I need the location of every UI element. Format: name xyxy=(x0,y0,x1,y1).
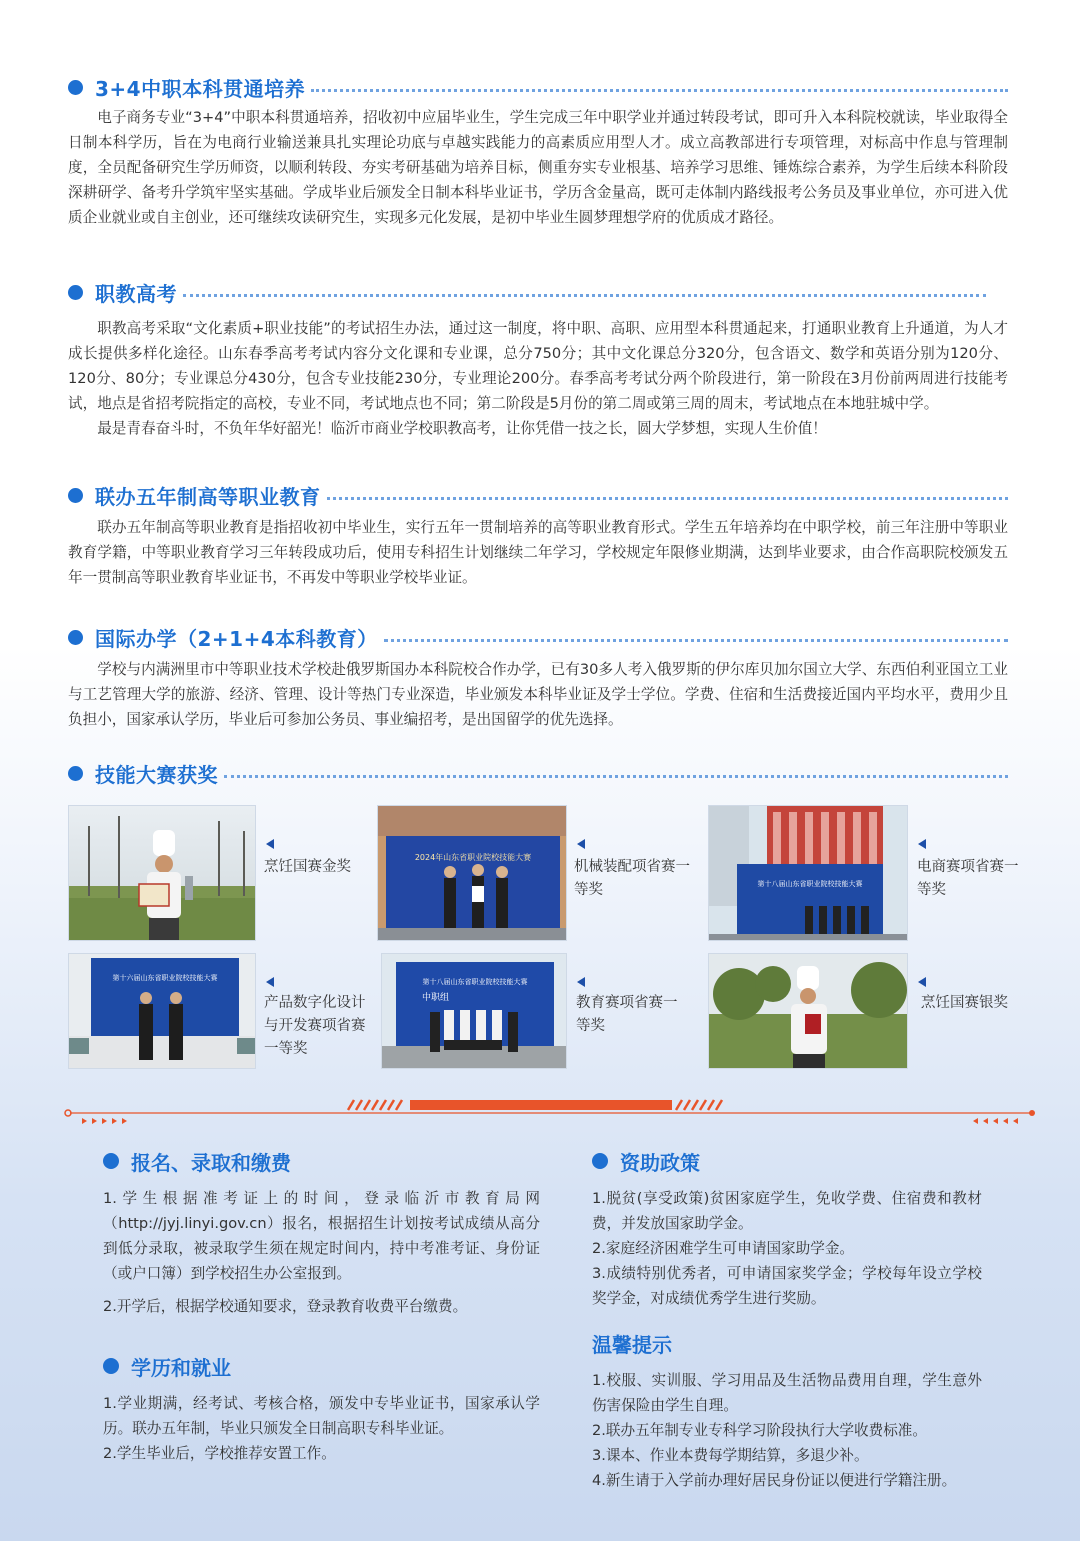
section-body: 电子商务专业“3+4”中职本科贯通培养，招收初中应届毕业生，学生完成三年中职学业并通过转段考试，即可升入本科院校就读，毕业取得全日制本科学历，旨在为电商行业输送兼具扎实理论功底与卓越实践能力的高素质应用型人才。成立高教部进行专项管理，对标高中作息与管理制度，全员配备研究生学历师资，以顺利转段、夯实考研基础为培养目标，侧重夯实专业根基、培养学习思维、锤炼综合素养，为学生后续本科阶段深耕研学、备考升学筑牢坚实基础。学成毕业后颁发全日制本科毕业证书，学历含金量高，既可走体制内路线报考公务员及事业单位，亦可进入优质企业就业或自主创业，还可继续攻读研究生，实现多元化发展，是初中毕业生圆梦理想学府的优质成才路径。 xyxy=(68,109,1008,226)
award-caption: 烹饪国赛金奖 xyxy=(264,859,351,875)
list-item: 2.学生毕业后，学校推荐安置工作。 xyxy=(103,1445,336,1462)
award-caption: 烹饪国赛银奖 xyxy=(921,995,1008,1011)
section-title: 国际办学（2+1+4本科教育） xyxy=(95,626,378,651)
award-photo-cooking-gold xyxy=(68,805,256,941)
list-item: 1.学业期满，经考试、考核合格，颁发中专毕业证书，国家承认学历。联办五年制，毕业只颁发全日制高职专科毕业证。 xyxy=(103,1395,540,1437)
section-header xyxy=(68,622,1008,652)
pointer-arrow-icon xyxy=(577,839,585,849)
award-caption: 教育赛项省赛一等奖 xyxy=(576,995,678,1034)
dotted-divider xyxy=(183,294,986,297)
section-vocational-exam xyxy=(68,277,1008,441)
graduation-list xyxy=(103,1391,540,1466)
list-item: 1.脱贫(享受政策)贫困家庭学生，免收学费、住宿费和教材费，并发放国家助学金。 xyxy=(592,1190,982,1232)
bullet-dot-icon xyxy=(68,766,83,781)
pointer-arrow-icon xyxy=(918,839,926,849)
pointer-arrow-icon xyxy=(918,977,926,987)
section-title: 联办五年制高等职业教育 xyxy=(95,484,321,509)
aid-policy-title: 资助政策 xyxy=(620,1150,700,1175)
section-header xyxy=(68,758,1008,788)
section-body: 联办五年制高等职业教育是指招收初中毕业生，实行五年一贯制培养的高等职业教育形式。学生五年培养均在中职学校，前三年注册中等职业教育学籍，中等职业教育学习三年转段成功后，使用专科招生计划继续二年学习，学校规定年限修业期满，达到毕业要求，由合作高职院校颁发五年一贯制高等职业教育毕业证书，不再发中等职业学校毕业证。 xyxy=(68,519,1008,586)
dotted-divider xyxy=(384,639,1008,642)
list-item: 3.成绩特别优秀者，可申请国家奖学金；学校每年设立学校奖学金，对成绩优秀学生进行奖励。 xyxy=(592,1265,982,1307)
bullet-dot-icon xyxy=(68,488,83,503)
graduation-header xyxy=(103,1351,540,1381)
banner-text: 第十六届山东省职业院校技能大赛 xyxy=(112,974,218,982)
dotted-divider xyxy=(311,89,1008,92)
bullet-dot-icon xyxy=(592,1153,608,1169)
award-photo-mechanical xyxy=(377,805,567,941)
pointer-arrow-icon xyxy=(266,977,274,987)
bullet-dot-icon xyxy=(103,1153,119,1169)
award-photo-cooking-silver xyxy=(708,953,908,1069)
section-slogan: 最是青春奋斗时，不负年华好韶光！临沂市商业学校职教高考，让你凭借一技之长，圆大学梦想，实现人生价值！ xyxy=(97,420,827,437)
banner-text: 第十八届山东省职业院校技能大赛 xyxy=(422,978,528,986)
section-34-program xyxy=(68,72,1008,230)
list-item: 2.开学后，根据学校通知要求，登录教育收费平台缴费。 xyxy=(103,1298,468,1315)
bullet-dot-icon xyxy=(68,630,83,645)
section-header xyxy=(68,72,1008,102)
section-five-year xyxy=(68,480,1008,590)
section-title: 技能大赛获奖 xyxy=(95,762,218,787)
award-photo-education xyxy=(381,953,567,1069)
list-item: 3.课本、作业本费每学期结算，多退少补。 xyxy=(592,1447,869,1464)
list-item: 2.联办五年制专业专科学习阶段执行大学收费标准。 xyxy=(592,1422,927,1439)
banner-subtext: 中职组 xyxy=(422,993,450,1003)
aid-policy-list xyxy=(592,1186,982,1311)
enrollment-title: 报名、录取和缴费 xyxy=(131,1150,291,1175)
award-caption: 产品数字化设计与开发赛项省赛一等奖 xyxy=(264,995,366,1057)
decorative-divider xyxy=(62,1096,1038,1126)
section-skills-awards xyxy=(68,758,1008,788)
section-title: 职教高考 xyxy=(95,281,177,306)
dotted-divider xyxy=(327,497,1009,500)
award-caption: 机械装配项省赛一等奖 xyxy=(574,859,690,898)
banner-text: 2024年山东省职业院校技能大赛 xyxy=(414,853,532,862)
bullet-dot-icon xyxy=(68,285,83,300)
pointer-arrow-icon xyxy=(577,977,585,987)
banner-text: 第十八届山东省职业院校技能大赛 xyxy=(757,880,863,888)
award-photo-product-design xyxy=(68,953,256,1069)
bottom-left-column xyxy=(103,1146,540,1466)
section-international xyxy=(68,622,1008,732)
enrollment-list xyxy=(103,1186,540,1319)
section-header xyxy=(68,480,1008,510)
dotted-divider xyxy=(224,775,1008,778)
bottom-right-column xyxy=(592,1146,982,1493)
section-body: 职教高考采取“文化素质+职业技能”的考试招生办法，通过这一制度，将中职、高职、应用型本科贯通起来，打通职业教育上升通道，为人才成长提供多样化途径。山东春季高考考试内容分文化课和专业课，总分750分；其中文化课总分320分，包含语文、数学和英语分别为120分、120分、80分；专业课总分430分，包含专业技能230分，专业理论200分。春季高考考试分两个阶段进行，第一阶段在3月份前两周进行技能考试，地点是省招考院指定的高校，专业不同，考试地点也不同；第二阶段是5月份的第二周或第三周的周末，考试地点在本地驻城中学。 xyxy=(68,320,1008,412)
list-item: 2.家庭经济困难学生可申请国家助学金。 xyxy=(592,1240,855,1257)
award-caption: 电商赛项省赛一等奖 xyxy=(917,859,1019,898)
tips-list xyxy=(592,1368,982,1493)
section-title: 3+4中职本科贯通培养 xyxy=(95,76,306,101)
list-item: 1.校服、实训服、学习用品及生活物品费用自理，学生意外伤害保险由学生自理。 xyxy=(592,1372,982,1414)
enrollment-header xyxy=(103,1146,540,1176)
graduation-title: 学历和就业 xyxy=(131,1355,231,1380)
section-header xyxy=(68,277,1008,307)
list-item: 4.新生请于入学前办理好居民身份证以便进行学籍注册。 xyxy=(592,1472,957,1489)
aid-policy-header xyxy=(592,1146,982,1176)
bullet-dot-icon xyxy=(103,1358,119,1374)
section-body: 学校与内满洲里市中等职业技术学校赴俄罗斯国办本科院校合作办学，已有30多人考入俄罗斯的伊尔库贝加尔国立大学、东西伯利亚国立工业与工艺管理大学的旅游、经济、管理、设计等热门专业深造，毕业颁发本科毕业证及学士学位。学费、住宿和生活费接近国内平均水平，费用少且负担小，国家承认学历，毕业后可参加公务员、事业编招考，是出国留学的优先选择。 xyxy=(68,661,1008,728)
list-item: 1.学生根据准考证上的时间，登录临沂市教育局网（http://jyj.linyi.gov.cn）报名，根据招生计划按考试成绩从高分到低分录取，被录取学生须在规定时间内，持中考准考证、身份证（或户口簿）到学校招生办公室报到。 xyxy=(103,1190,540,1282)
award-photo-ecommerce xyxy=(708,805,908,941)
pointer-arrow-icon xyxy=(266,839,274,849)
tips-title: 温馨提示 xyxy=(592,1333,672,1357)
bullet-dot-icon xyxy=(68,80,83,95)
